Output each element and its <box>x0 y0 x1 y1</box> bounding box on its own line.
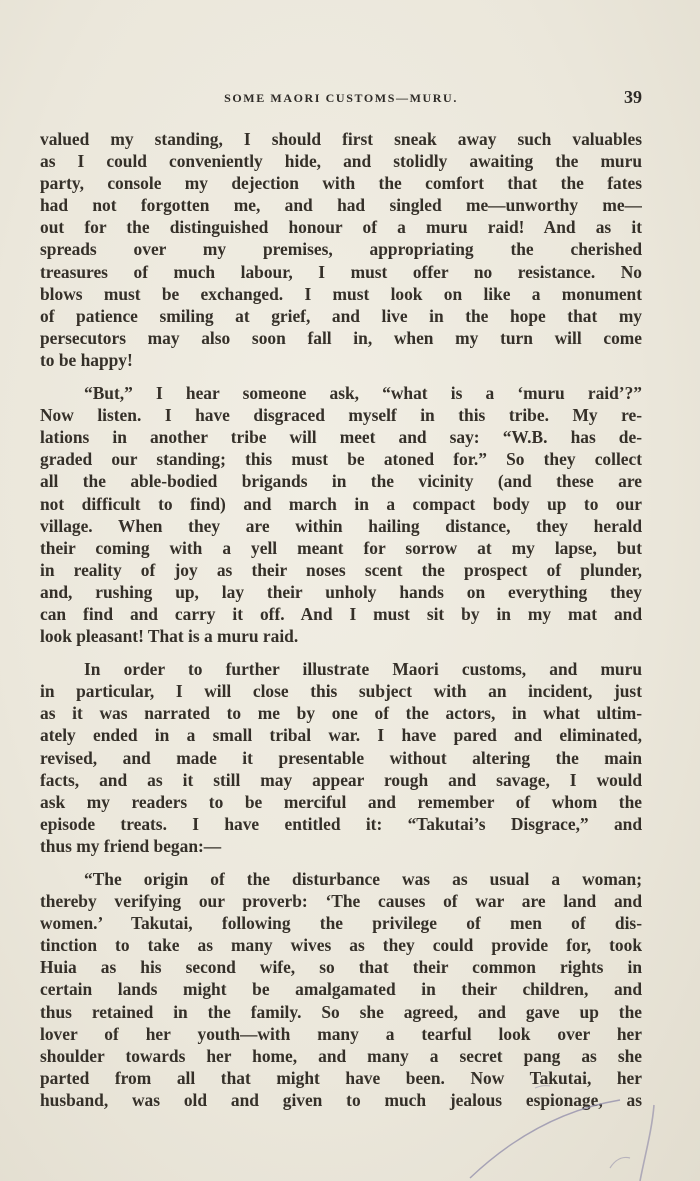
text-line: “But,” I hear someone ask, “what is a ‘muru raid’?” <box>84 383 642 404</box>
text-line: lover of her youth—with many a tearful look over her <box>40 1023 642 1044</box>
text-line: husband, was old and given to much jealous espionage, as <box>40 1089 642 1110</box>
running-head: SOME MAORI CUSTOMS—MURU. <box>224 91 458 105</box>
text-line: graded our standing; this must be atoned for.” So they collect <box>40 449 642 470</box>
text-line: thus retained in the family. So she agreed, and gave up the <box>40 1001 642 1022</box>
text-line: treasures of much labour, I must offer no resistance. No <box>40 261 642 282</box>
text-line: Now listen. I have disgraced myself in this tribe. My re- <box>40 405 642 426</box>
text-line: ately ended in a small tribal war. I have pared and eliminated, <box>40 725 642 746</box>
text-line: can find and carry it off. And I must sit by in my mat and <box>40 603 642 624</box>
text-line: to be happy! <box>40 349 133 370</box>
body-text <box>40 128 642 1122</box>
text-line: parted from all that might have been. Now Takutai, her <box>40 1067 642 1088</box>
text-line: tinction to take as many wives as they could provide for, took <box>40 935 642 956</box>
text-line: ask my readers to be merciful and remember of whom the <box>40 791 642 812</box>
text-line: revised, and made it presentable without altering the main <box>40 747 642 768</box>
text-line: village. When they are within hailing distance, they herald <box>40 515 642 536</box>
text-line: episode treats. I have entitled it: “Takutai’s Disgrace,” and <box>40 813 642 834</box>
page-number: 39 <box>624 87 642 107</box>
text-line: shoulder towards her home, and many a secret pang as she <box>40 1045 642 1066</box>
text-line: spreads over my premises, appropriating the cherished <box>40 239 642 260</box>
text-line: in particular, I will close this subject with an incident, just <box>40 681 642 702</box>
page-header <box>40 88 642 110</box>
text-line: in reality of joy as their noses scent the prospect of plunder, <box>40 559 642 580</box>
text-line: of patience smiling at grief, and live in the hope that my <box>40 305 642 326</box>
text-line: certain lands might be amalgamated in their children, and <box>40 979 642 1000</box>
text-line: look pleasant! That is a muru raid. <box>40 626 299 647</box>
text-line: party, console my dejection with the comfort that the fates <box>40 173 642 194</box>
text-line: and, rushing up, lay their unholy hands on everything they <box>40 581 642 602</box>
text-line: not difficult to find) and march in a compact body up to our <box>40 493 642 514</box>
text-line: “The origin of the disturbance was as usual a woman; <box>84 869 642 889</box>
paragraph-3 <box>40 658 642 857</box>
text-line: as I could conveniently hide, and stolidly awaiting the muru <box>40 151 642 172</box>
paragraph-1 <box>40 128 642 371</box>
text-line: thus my friend began:— <box>40 835 222 856</box>
text-line: facts, and as it still may appear rough and savage, I would <box>40 769 642 790</box>
text-line: persecutors may also soon fall in, when my turn will come <box>40 327 642 348</box>
text-line: In order to further illustrate Maori customs, and muru <box>84 659 642 680</box>
paragraph-2 <box>40 382 642 647</box>
text-line: their coming with a yell meant for sorrow at my lapse, but <box>40 537 642 558</box>
text-line: women.’ Takutai, following the privilege of men of dis- <box>40 913 642 934</box>
text-line: as it was narrated to me by one of the actors, in what ultim- <box>40 703 642 724</box>
text-line: out for the distinguished honour of a muru raid! And as it <box>40 217 642 238</box>
text-line: lations in another tribe will meet and say: “W.B. has de- <box>40 427 642 448</box>
text-line: all the able-bodied brigands in the vicinity (and these are <box>40 471 642 492</box>
text-line: Huia as his second wife, so that their common rights in <box>40 957 642 978</box>
text-line: thereby verifying our proverb: ‘The causes of war are land and <box>40 891 642 912</box>
text-line: blows must be exchanged. I must look on like a monument <box>40 283 642 304</box>
text-line: valued my standing, I should first sneak away such valuables <box>40 129 642 149</box>
text-line: had not forgotten me, and had singled me—unworthy me— <box>40 195 642 216</box>
pencil-mark <box>440 1060 690 1181</box>
